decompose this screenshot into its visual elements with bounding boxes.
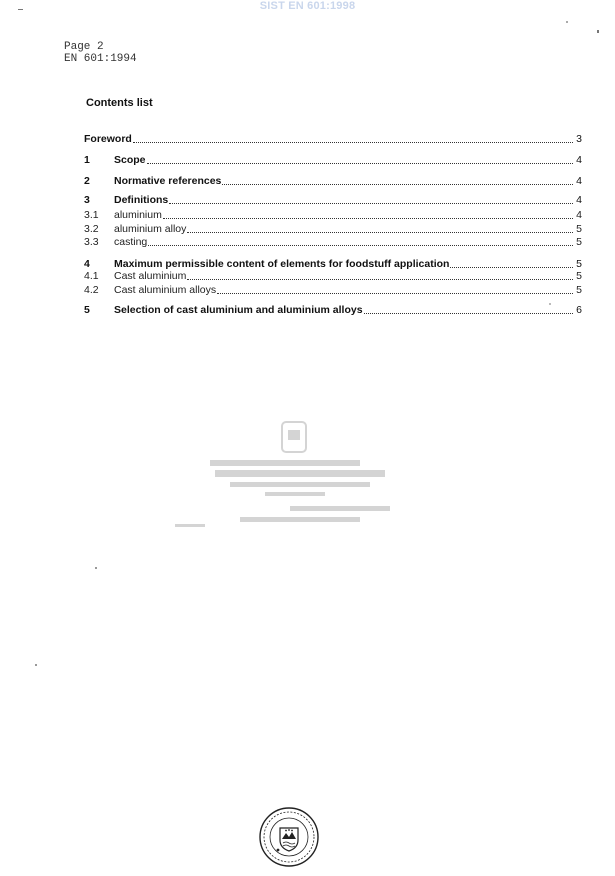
toc-entry-title: Maximum permissible content of elements for foodstuff application: [114, 258, 450, 270]
toc-entry-page: 3: [576, 133, 582, 145]
toc-entry-page: 4: [576, 194, 582, 206]
toc-entry-number: 4.2: [84, 284, 99, 296]
toc-entry-title: Scope: [114, 154, 146, 166]
dot-leader: [187, 232, 573, 233]
toc-entry-page: 5: [576, 236, 582, 248]
scan-mark: [597, 30, 599, 33]
dot-leader: [222, 184, 573, 185]
contents-title: Contents list: [86, 97, 153, 109]
toc-entry: [84, 282, 582, 296]
toc-entry-page: 5: [576, 223, 582, 235]
dot-leader: [147, 163, 573, 164]
toc-entry-page: 4: [576, 209, 582, 221]
toc-entry: [84, 234, 582, 248]
toc-entry-title: Selection of cast aluminium and aluminium alloys: [114, 304, 363, 316]
toc-entry-page: 5: [576, 270, 582, 282]
scan-mark: [35, 664, 37, 666]
toc-entry: [84, 268, 582, 282]
scan-mark: [18, 9, 23, 10]
toc-entry-title: Cast aluminium alloys: [114, 284, 217, 296]
toc-entry: [84, 131, 582, 145]
faint-stamp-impression: [170, 420, 400, 540]
dot-leader: [217, 293, 573, 294]
document-watermark: SIST EN 601:1998: [259, 0, 356, 12]
toc-entry: [84, 173, 582, 187]
dot-leader: [364, 313, 573, 314]
toc-entry-title: Normative references: [114, 175, 222, 187]
toc-entry-title: casting: [114, 236, 148, 248]
toc-entry-number: 4: [84, 258, 90, 270]
toc-entry-title: aluminium alloy: [114, 223, 187, 235]
toc-entry-page: 4: [576, 175, 582, 187]
dot-leader: [148, 245, 573, 246]
toc-entry-page: 5: [576, 284, 582, 296]
toc-entry-title: Foreword: [84, 133, 132, 145]
toc-entry: [84, 302, 582, 316]
toc-entry: [84, 192, 582, 206]
dot-leader: [169, 203, 573, 204]
document-reference: EN 601:1994: [64, 53, 137, 65]
toc-entry-page: 6: [576, 304, 582, 316]
toc-entry-number: 3: [84, 194, 90, 206]
toc-entry: [84, 207, 582, 221]
toc-entry: [84, 221, 582, 235]
toc-entry-number: 3.1: [84, 209, 99, 221]
official-seal: [256, 806, 322, 868]
toc-entry-title: aluminium: [114, 209, 162, 221]
scan-mark: [566, 21, 568, 23]
toc-entry-number: 5: [84, 304, 90, 316]
toc-entry-number: 4.1: [84, 270, 99, 282]
toc-entry-title: Cast aluminium: [114, 270, 187, 282]
toc-entry: [84, 152, 582, 166]
scan-mark: [95, 567, 97, 569]
toc-entry-number: 2: [84, 175, 90, 187]
dot-leader: [163, 218, 573, 219]
page-header: [64, 41, 137, 65]
dot-leader: [187, 279, 573, 280]
toc-entry-number: 1: [84, 154, 90, 166]
toc-entry-number: 3.2: [84, 223, 99, 235]
toc-entry-page: 5: [576, 258, 582, 270]
toc-entry-page: 4: [576, 154, 582, 166]
dot-leader: [133, 142, 573, 143]
toc-entry-title: Definitions: [114, 194, 169, 206]
page-number: Page 2: [64, 41, 104, 53]
toc-entry-number: 3.3: [84, 236, 99, 248]
